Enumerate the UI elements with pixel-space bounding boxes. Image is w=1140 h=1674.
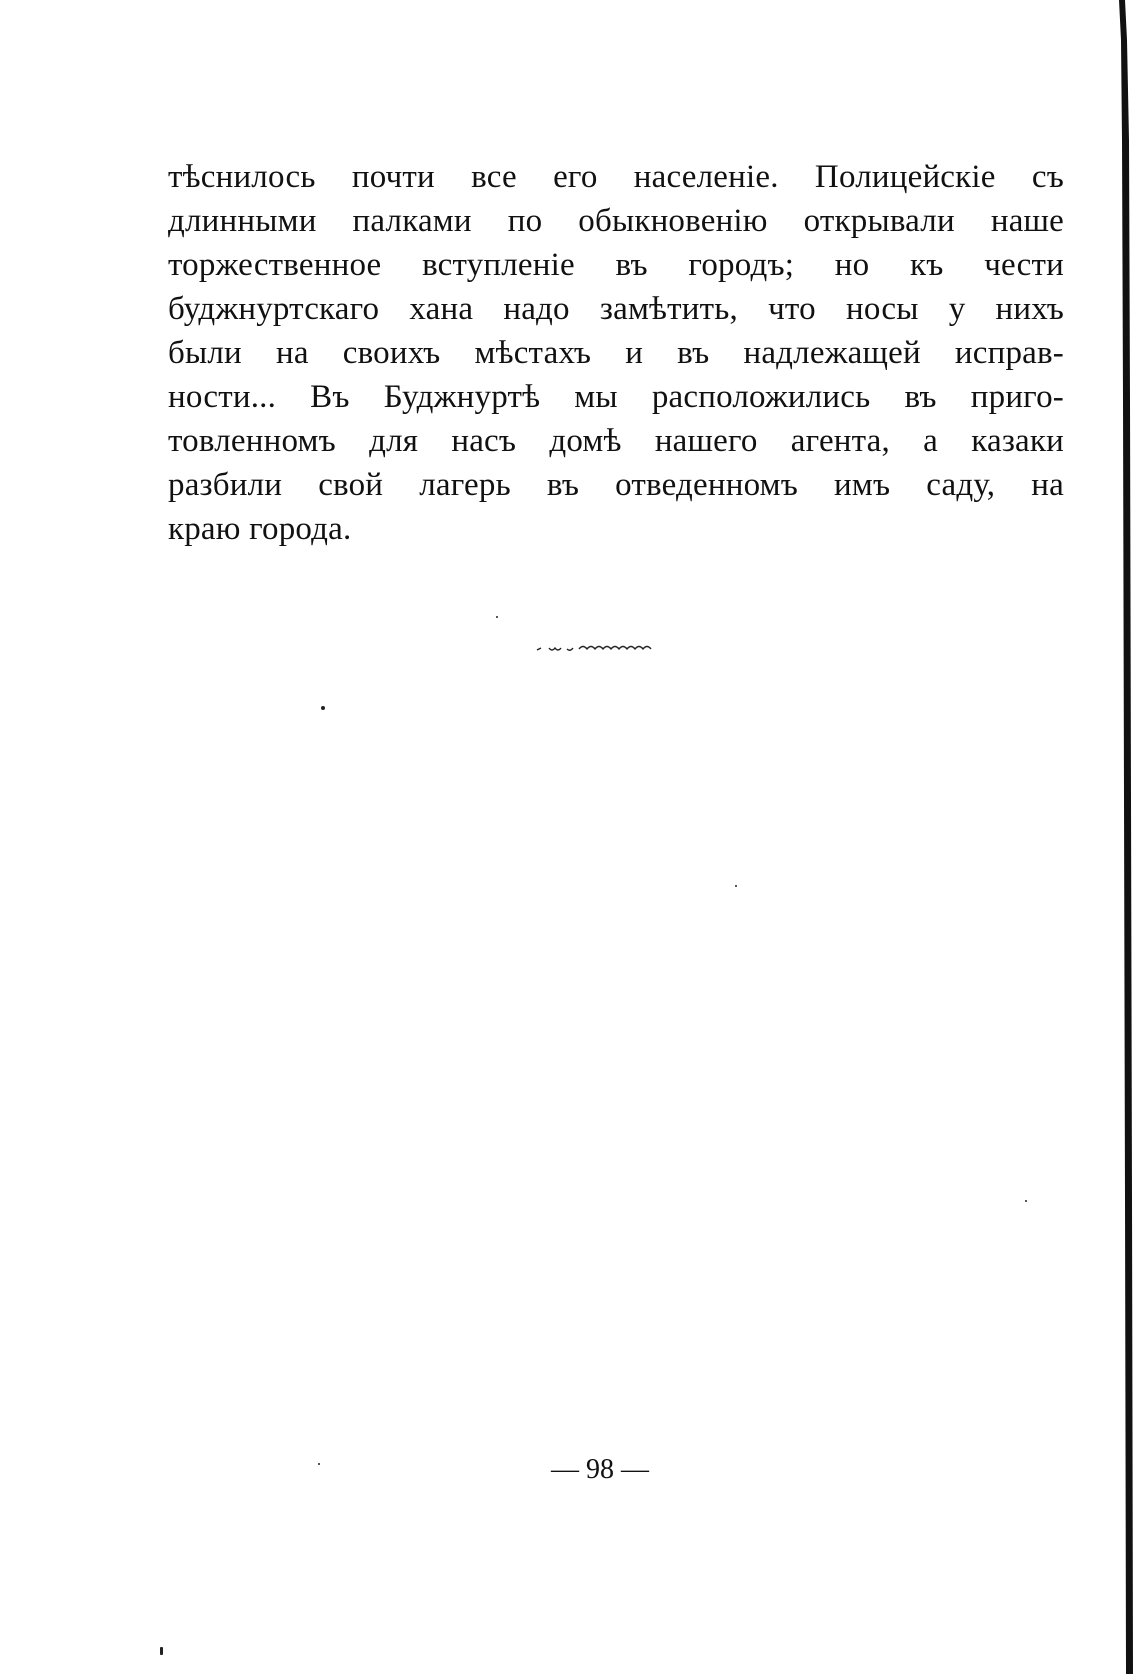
text-line: краю города.	[168, 511, 352, 547]
text-line: тѣснилось почти все его населеніе. Полицейскіе съ	[168, 159, 1064, 195]
scan-speck	[318, 1463, 320, 1465]
scan-speck	[496, 616, 498, 618]
body-paragraph	[168, 155, 1064, 551]
scan-speck	[1025, 1200, 1027, 1202]
text-line: ности... Въ Буджнуртѣ мы расположились въ приго-	[168, 379, 1064, 415]
text-line: разбили свой лагерь въ отведенномъ имъ саду, на	[168, 467, 1064, 503]
text-line: товленномъ для насъ домѣ нашего агента, а казаки	[168, 423, 1064, 459]
text-line: длинными палками по обыкновенію открывали наше	[168, 203, 1064, 239]
text-line: буджнуртскаго хана надо замѣтить, что носы у нихъ	[168, 291, 1064, 327]
text-line: были на своихъ мѣстахъ и въ надлежащей исправ-	[168, 335, 1064, 371]
section-ornament	[535, 640, 695, 656]
page-edge	[1113, 0, 1140, 1674]
text-line: торжественное вступленіе въ городъ; но къ чести	[168, 247, 1064, 283]
scan-speck	[160, 1647, 163, 1655]
scan-speck	[735, 885, 737, 887]
page-number: — 98 —	[551, 1454, 649, 1485]
scan-speck	[321, 706, 325, 710]
